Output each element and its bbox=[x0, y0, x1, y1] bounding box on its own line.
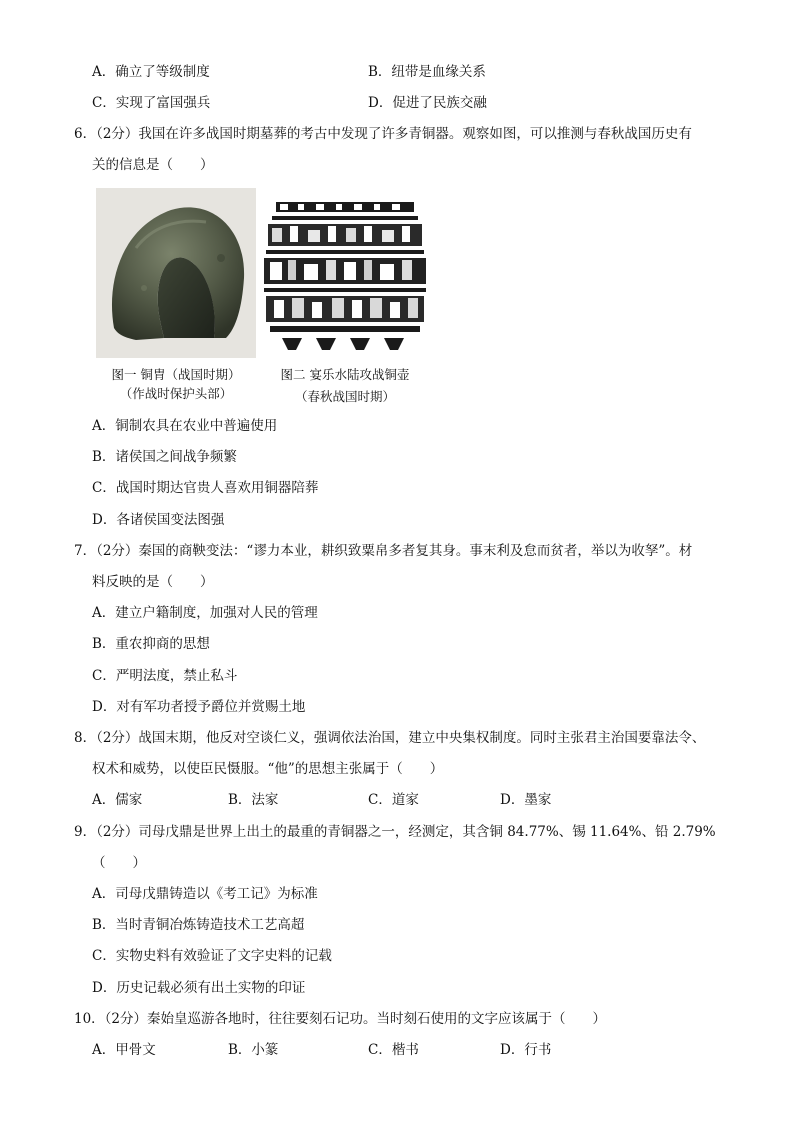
q7-option-d: D．对有军功者授予爵位并赏赐土地 bbox=[92, 699, 306, 715]
figure1-caption-note: （作战时保护头部） bbox=[119, 386, 233, 401]
q10-stem-line1: 10．（2分）秦始皇巡游各地时，往往要刻石记功。当时刻石使用的文字应该属于（ ） bbox=[74, 1011, 607, 1027]
q9-option-c: C．实物史料有效验证了文字史料的记载 bbox=[92, 948, 332, 964]
q7-stem-line2: 料反映的是（ ） bbox=[92, 574, 214, 590]
q7-stem-line1: 7．（2分）秦国的商鞅变法：“谬力本业，耕织致粟帛多者复其身。事末利及怠而贫者，举以为收孥”。材 bbox=[74, 543, 693, 559]
figure2-caption-title: 图二 宴乐水陆攻战铜壶 bbox=[280, 367, 410, 382]
q7-option-b: B．重农抑商的思想 bbox=[92, 636, 210, 652]
q8-option-a: A．儒家 bbox=[92, 792, 143, 808]
q5-option-b: B．纽带是血缘关系 bbox=[368, 64, 486, 80]
figure2-caption-note: （春秋战国时期） bbox=[294, 389, 395, 404]
q9-option-d: D．历史记载必须有出土实物的印证 bbox=[92, 980, 306, 996]
q6-stem-line1: 6．（2分）我国在许多战国时期墓葬的考古中发现了许多青铜器。观察如图，可以推测与春秋战国历史有 bbox=[74, 126, 692, 142]
bronze-helmet-image bbox=[96, 188, 256, 358]
q5-option-a: A．确立了等级制度 bbox=[92, 64, 210, 80]
q10-option-b: B．小篆 bbox=[228, 1042, 279, 1058]
q5-option-c: C．实现了富国强兵 bbox=[92, 95, 211, 111]
q5-option-d: D．促进了民族交融 bbox=[368, 95, 487, 111]
q6-stem-line2: 关的信息是（ ） bbox=[92, 157, 214, 173]
q8-option-c: C．道家 bbox=[368, 792, 419, 808]
bronze-pot-pattern-image bbox=[262, 196, 428, 358]
q8-option-b: B．法家 bbox=[228, 792, 279, 808]
figure1-caption-title: 图一 铜胄（战国时期） bbox=[111, 367, 241, 382]
q10-option-d: D．行书 bbox=[500, 1042, 552, 1058]
q8-stem-line2: 权术和威势，以使臣民慑服。“他”的思想主张属于（ ） bbox=[92, 761, 444, 777]
q6-option-d: D．各诸侯国变法图强 bbox=[92, 512, 225, 528]
q9-stem-line1: 9．（2分）司母戊鼎是世界上出土的最重的青铜器之一，经测定，其含铜 84.77%、锡 11.64%、铅 2.79% bbox=[74, 824, 716, 840]
q7-option-a: A．建立户籍制度，加强对人民的管理 bbox=[92, 605, 318, 621]
q9-option-a: A．司母戊鼎铸造以《考工记》为标准 bbox=[92, 886, 318, 902]
q10-option-a: A．甲骨文 bbox=[92, 1042, 156, 1058]
q8-option-d: D．墨家 bbox=[500, 792, 552, 808]
q6-option-a: A．铜制农具在农业中普遍使用 bbox=[92, 418, 278, 434]
q9-stem-line2: （ ） bbox=[92, 855, 146, 871]
q9-option-b: B．当时青铜冶炼铸造技术工艺高超 bbox=[92, 917, 305, 933]
q6-option-b: B．诸侯国之间战争频繁 bbox=[92, 449, 237, 465]
q7-option-c: C．严明法度，禁止私斗 bbox=[92, 668, 238, 684]
q10-option-c: C．楷书 bbox=[368, 1042, 419, 1058]
q6-option-c: C．战国时期达官贵人喜欢用铜器陪葬 bbox=[92, 480, 319, 496]
q8-stem-line1: 8．（2分）战国末期，他反对空谈仁义，强调依法治国，建立中央集权制度。同时主张君主治国要靠法令、 bbox=[74, 730, 706, 746]
